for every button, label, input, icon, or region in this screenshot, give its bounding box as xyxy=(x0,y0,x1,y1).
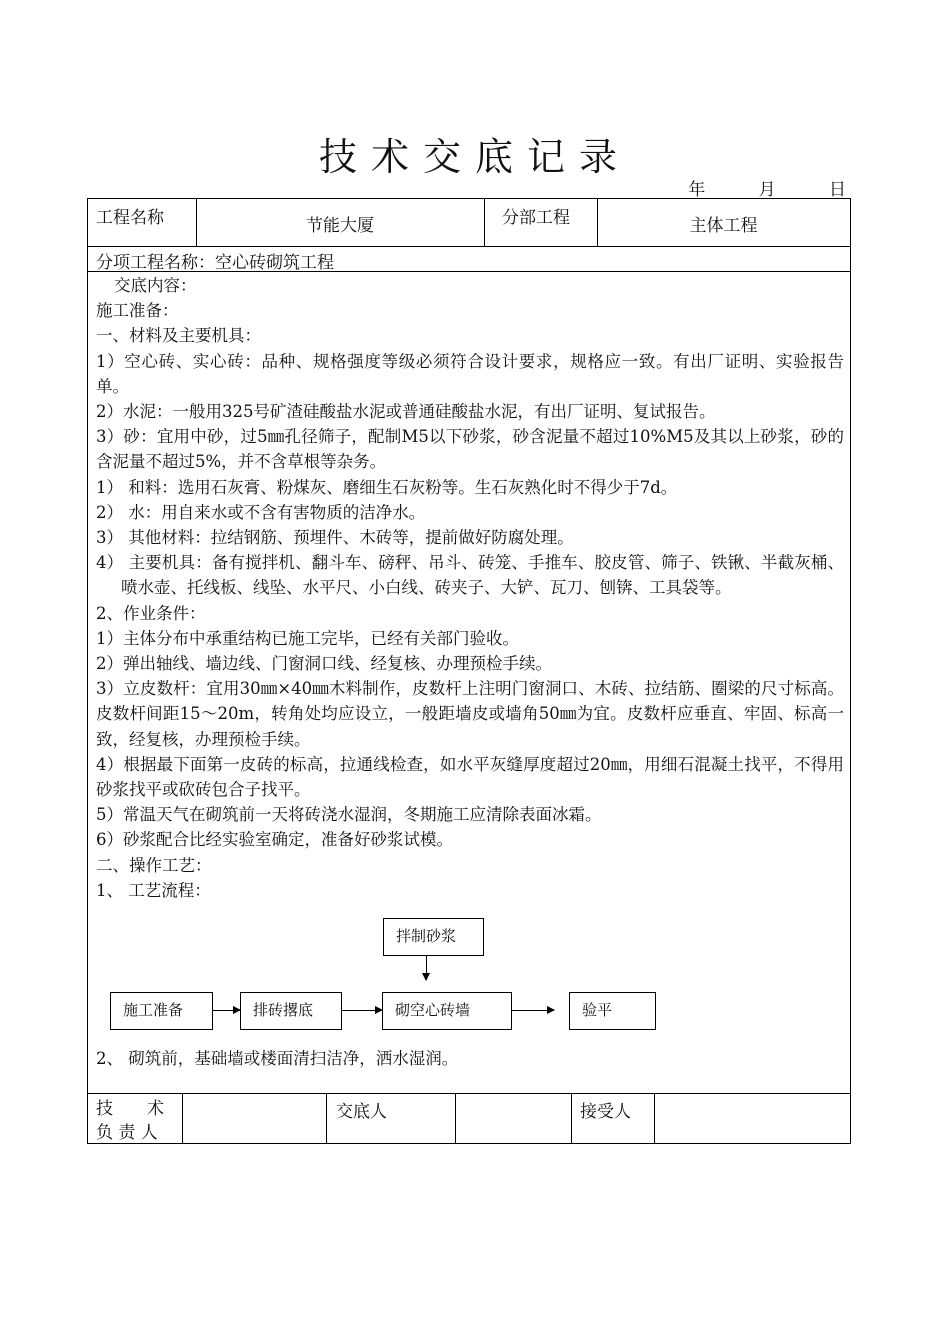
divider xyxy=(88,246,850,247)
disclosure-content xyxy=(96,273,844,903)
date-month: 月 xyxy=(758,180,776,200)
content-line: 6）砂浆配合比经实验室确定，准备好砂浆试模。 xyxy=(96,830,453,850)
date-day: 日 xyxy=(829,180,846,200)
tech-lead-label xyxy=(96,1097,180,1145)
arrow-right-icon xyxy=(213,1010,240,1011)
divider xyxy=(484,199,485,246)
divider xyxy=(654,1093,655,1143)
content-line: 1）空心砖、实心砖：品种、规格强度等级必须符合设计要求，规格应一致。有出厂证明、实验报告单。 xyxy=(96,351,844,396)
tech-lead-label-line2: 负 责 人 xyxy=(96,1123,158,1143)
division-label: 分部工程 xyxy=(502,208,570,228)
arrow-right-icon xyxy=(342,1010,382,1011)
content-line: 4） 主要机具：备有搅拌机、翻斗车、磅秤、吊斗、砖笼、手推车、胶皮管、筛子、铁锹、半截灰桶、喷水壶、托线板、线坠、水平尺、小白线、砖夹子、大铲、瓦刀、刨锛、工具袋等。 xyxy=(96,553,844,598)
arrow-right-icon xyxy=(512,1010,554,1011)
content-line: 1） 和料：选用石灰膏、粉煤灰、磨细生石灰粉等。生石灰熟化时不得少于7d。 xyxy=(96,477,678,497)
document-title: 技术交底记录 xyxy=(318,135,631,179)
flow-step-layout: 排砖撂底 xyxy=(240,992,342,1030)
content-line: 二、操作工艺： xyxy=(96,855,212,875)
flow-step-check: 验平 xyxy=(569,992,656,1030)
record-table xyxy=(87,198,851,1144)
divider xyxy=(455,1093,456,1143)
content-line: 2）水泥：一般用325号矿渣硅酸盐水泥或普通硅酸盐水泥，有出厂证明、复试报告。 xyxy=(96,402,716,422)
flow-step-build-wall: 砌空心砖墙 xyxy=(382,992,512,1030)
content-line: 4）根据最下面第一皮砖的标高，拉通线检查，如水平灰缝厚度超过20㎜，用细石混凝土找平，不得用砂浆找平或砍砖包合子找平。 xyxy=(96,754,844,800)
content-line: 2）弹出轴线、墙边线、门窗洞口线、经复核、办理预检手续。 xyxy=(96,654,552,674)
content-line: 3）立皮数杆：宜用30㎜×40㎜木料制作，皮数杆上注明门窗洞口、木砖、拉结筋、圈梁的尺寸标高。皮数杆间距15～20m，转角处均应设立，一般距墙皮或墙角50㎜为宜。皮数杆应垂直、牢固、标高一致，经复核，办理预检手续。 xyxy=(96,679,844,749)
project-name-label: 工程名称 xyxy=(96,208,164,228)
content-heading: 交底内容： xyxy=(114,276,197,295)
divider xyxy=(88,1093,850,1094)
content-line: 1、 工艺流程： xyxy=(96,880,211,900)
content-line: 5）常温天气在砌筑前一天将砖浇水湿润，冬期施工应清除表面冰霜。 xyxy=(96,805,602,825)
content-line-after-flow: 2、 砌筑前，基础墙或楼面清扫洁净，洒水湿润。 xyxy=(96,1049,459,1068)
flow-step-prepare: 施工准备 xyxy=(110,992,213,1030)
content-line: 2） 水：用自来水或不含有害物质的洁净水。 xyxy=(96,502,426,522)
divider xyxy=(571,1093,572,1143)
content-line: 3）砂：宜用中砂，过5㎜孔径筛子，配制M5以下砂浆，砂含泥量不超过10%M5及其以上砂浆，砂的含泥量不超过5%，并不含草根等杂务。 xyxy=(96,427,844,472)
content-line: 1）主体分布中承重结构已施工完毕，已经有关部门验收。 xyxy=(96,628,519,648)
tech-lead-label-line1: 技 术 xyxy=(96,1099,164,1119)
arrow-down-icon xyxy=(426,956,427,980)
project-name-value: 节能大厦 xyxy=(306,216,374,236)
handover-label: 交底人 xyxy=(336,1102,387,1122)
content-line: 3） 其他材料：拉结钢筋、预埋件、木砖等，提前做好防腐处理。 xyxy=(96,528,574,548)
subitem-name: 分项工程名称：空心砖砌筑工程 xyxy=(96,253,334,273)
content-line: 一、材料及主要机具： xyxy=(96,326,261,346)
receiver-label: 接受人 xyxy=(580,1102,631,1122)
division-value: 主体工程 xyxy=(689,216,758,236)
divider xyxy=(182,1093,183,1143)
content-line: 2、作业条件： xyxy=(96,603,206,623)
divider xyxy=(326,1093,327,1143)
date-line xyxy=(662,175,846,200)
flow-step-mix-mortar: 拌制砂浆 xyxy=(383,918,484,956)
content-line: 施工准备： xyxy=(96,301,179,321)
date-year: 年 xyxy=(688,180,706,200)
